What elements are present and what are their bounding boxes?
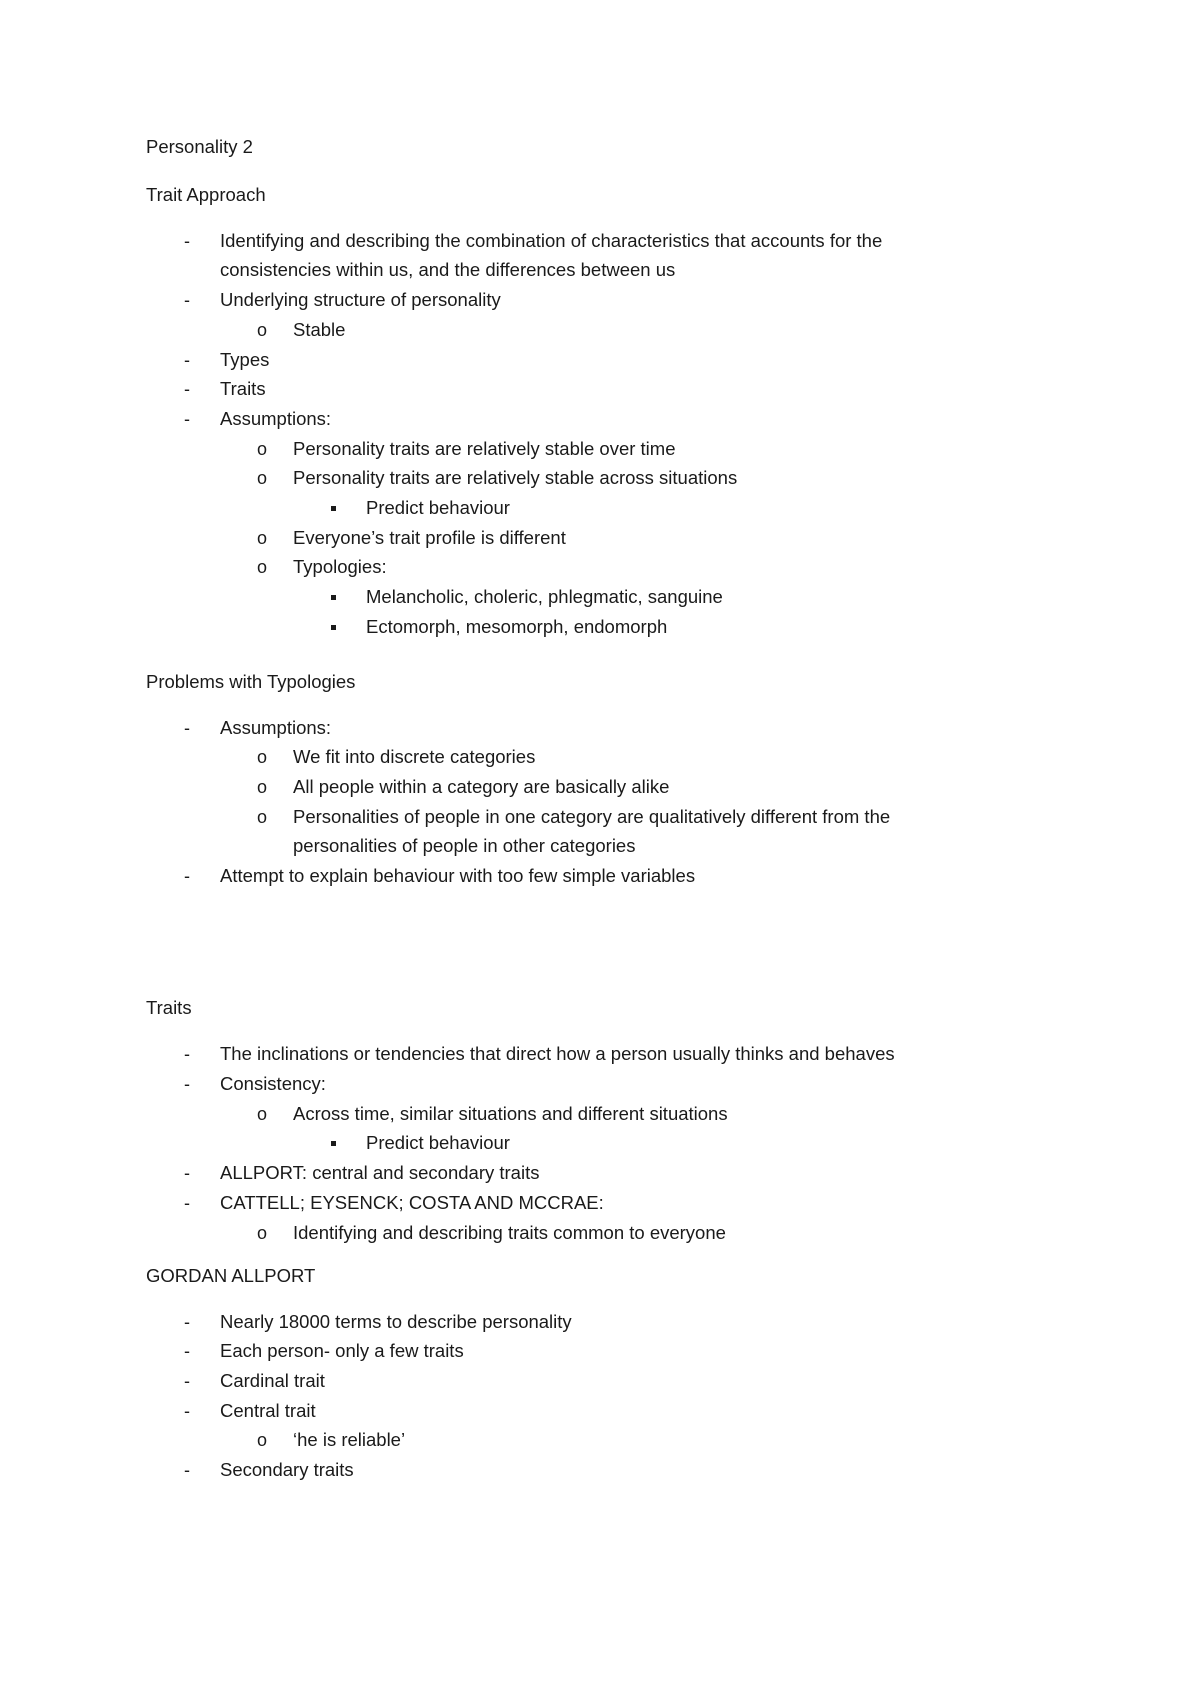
square-bullet-icon xyxy=(331,595,336,600)
dash-bullet-icon: - xyxy=(184,1044,190,1065)
circle-bullet-icon: o xyxy=(257,1222,268,1243)
circle-bullet-icon: o xyxy=(257,557,268,578)
circle-bullet-icon: o xyxy=(257,747,268,768)
list-item: Assumptions: xyxy=(220,407,332,429)
sub-list-item: Personalities of people in one category are qualitatively different from the xyxy=(293,805,891,827)
list-item: Identifying and describing the combination of characteristics that accounts for the xyxy=(220,229,883,251)
sub-sub-list-item: Predict behaviour xyxy=(366,497,510,518)
sub-list-item: All people within a category are basically alike xyxy=(293,776,670,797)
dash-bullet-icon: - xyxy=(184,230,190,251)
dash-bullet-icon: - xyxy=(184,379,190,400)
square-bullet-icon xyxy=(331,625,336,630)
dash-bullet-icon: - xyxy=(184,1371,190,1391)
circle-bullet-icon: o xyxy=(257,319,268,340)
list-item: Attempt to explain behaviour with too few simple variables xyxy=(220,865,696,887)
sub-list-item: Identifying and describing traits common to everyone xyxy=(293,1221,726,1243)
dash-bullet-icon: - xyxy=(184,1074,190,1094)
section-heading: Trait Approach xyxy=(146,183,266,205)
list-item: ALLPORT: central and secondary traits xyxy=(220,1162,540,1184)
sub-list-item: Personality traits are relatively stable over time xyxy=(293,437,676,459)
circle-bullet-icon: o xyxy=(257,806,268,827)
sub-list-item: Personality traits are relatively stable across situations xyxy=(293,467,738,489)
list-item: Consistency: xyxy=(220,1073,326,1094)
list-item: The inclinations or tendencies that direct how a person usually thinks and behaves xyxy=(220,1043,895,1065)
sub-list-item: Stable xyxy=(293,318,346,340)
dash-bullet-icon: - xyxy=(184,1192,190,1213)
sub-list-item: Typologies: xyxy=(293,556,387,578)
circle-bullet-icon: o xyxy=(257,1103,268,1124)
list-item: Secondary traits xyxy=(220,1459,354,1481)
list-item: Cardinal trait xyxy=(220,1370,325,1391)
circle-bullet-icon: o xyxy=(257,1430,268,1451)
dash-bullet-icon: - xyxy=(184,349,190,370)
circle-bullet-icon: o xyxy=(257,438,268,459)
dash-bullet-icon: - xyxy=(184,290,190,311)
dash-bullet-icon: - xyxy=(184,1460,190,1481)
circle-bullet-icon: o xyxy=(257,468,268,489)
dash-bullet-icon: - xyxy=(184,1311,190,1332)
list-item: Types xyxy=(220,348,270,370)
list-item: CATTELL; EYSENCK; COSTA AND MCCRAE: xyxy=(220,1191,604,1213)
dash-bullet-icon: - xyxy=(184,408,190,429)
section-heading: Problems with Typologies xyxy=(146,670,356,692)
circle-bullet-icon: o xyxy=(257,527,268,548)
list-item: Each person- only a few traits xyxy=(220,1340,464,1362)
sub-list-item: Across time, similar situations and different situations xyxy=(293,1102,728,1124)
list-item-continuation: personalities of people in other categories xyxy=(293,835,636,857)
list-item: Assumptions: xyxy=(220,716,332,738)
sub-sub-list-item: Melancholic, choleric, phlegmatic, sanguine xyxy=(366,586,723,608)
sub-sub-list-item: Predict behaviour xyxy=(366,1132,510,1154)
list-item: Nearly 18000 terms to describe personality xyxy=(220,1310,572,1332)
square-bullet-icon xyxy=(331,506,336,511)
dash-bullet-icon: - xyxy=(184,866,190,887)
list-item-continuation: consistencies within us, and the differences between us xyxy=(220,259,676,281)
dash-bullet-icon: - xyxy=(184,1400,190,1421)
sub-list-item: Everyone’s trait profile is different xyxy=(293,526,566,548)
dash-bullet-icon: - xyxy=(184,1341,190,1362)
sub-list-item: ‘he is reliable’ xyxy=(293,1429,406,1451)
dash-bullet-icon: - xyxy=(184,717,190,738)
list-item: Central trait xyxy=(220,1399,316,1421)
section-heading: Traits xyxy=(146,997,192,1019)
square-bullet-icon xyxy=(331,1141,336,1146)
sub-sub-list-item: Ectomorph, mesomorph, endomorph xyxy=(366,615,668,637)
document-title: Personality 2 xyxy=(146,136,253,157)
list-item: Underlying structure of personality xyxy=(220,289,501,311)
dash-bullet-icon: - xyxy=(184,1163,190,1184)
sub-list-item: We fit into discrete categories xyxy=(293,746,536,768)
section-heading: GORDAN ALLPORT xyxy=(146,1264,316,1286)
circle-bullet-icon: o xyxy=(257,777,268,797)
list-item: Traits xyxy=(220,378,266,400)
